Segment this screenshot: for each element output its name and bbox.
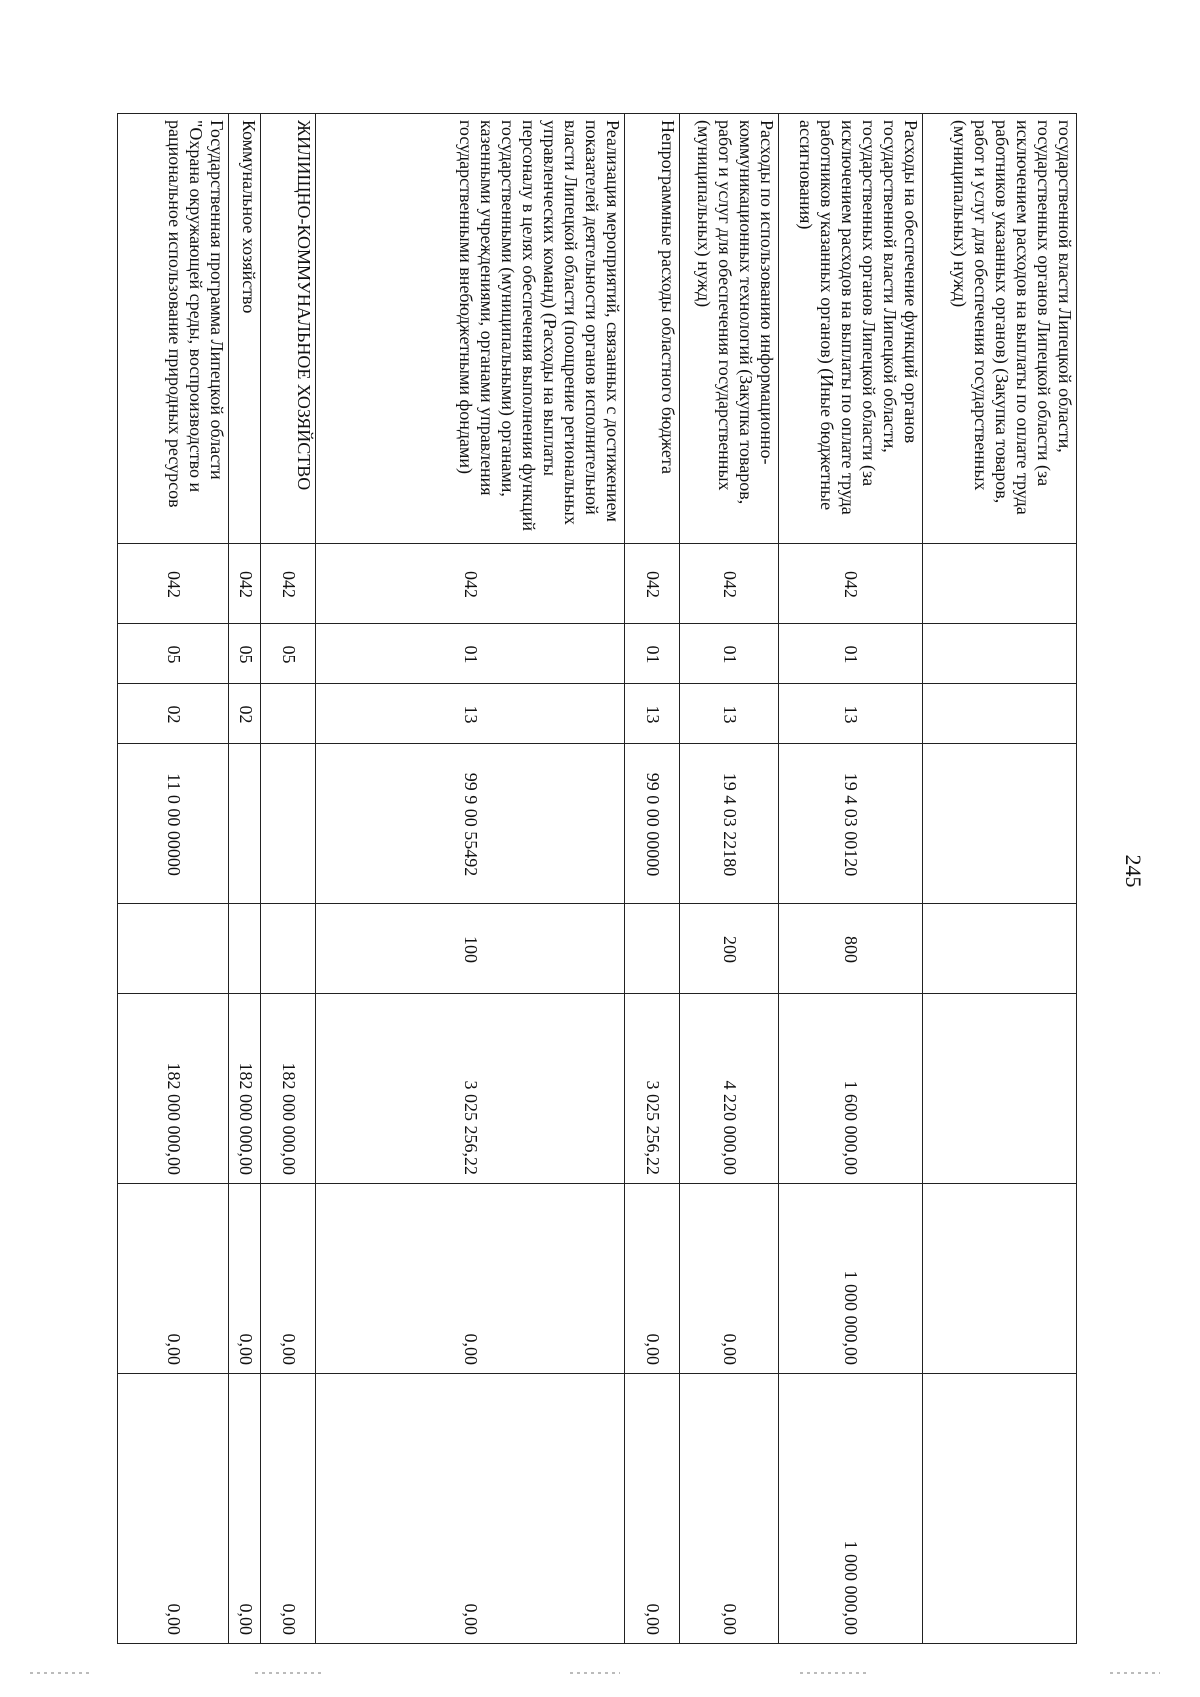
vr-cell (229, 904, 260, 994)
row-name: Расходы на обеспечение функций органов государственной власти Липецкой области, государственных органов Липецкой области (за исключением расходов на выплаты по оплате труда работников указанных органов) (Иные бюджетные ассигнования) (778, 114, 923, 544)
rz-cell: 05 (260, 624, 316, 684)
sum1-cell (923, 994, 1077, 1184)
table-row (778, 114, 923, 1644)
pr-cell: 13 (778, 684, 923, 744)
vr-cell: 800 (778, 904, 923, 994)
sum2-cell: 0,00 (229, 1184, 260, 1374)
pr-cell: 13 (680, 684, 778, 744)
sum3-cell: 0,00 (229, 1374, 260, 1644)
row-name: Коммунальное хозяйство (229, 114, 260, 544)
csr-cell: 99 0 00 00000 (624, 744, 680, 904)
sum1-cell: 3 025 256,22 (316, 994, 625, 1184)
vr-cell (923, 904, 1077, 994)
vr-cell: 100 (316, 904, 625, 994)
csr-cell: 99 9 00 55492 (316, 744, 625, 904)
csr-cell (229, 744, 260, 904)
rz-cell: 05 (118, 624, 229, 684)
csr-cell: 19 4 03 00120 (778, 744, 923, 904)
sum2-cell (923, 1184, 1077, 1374)
row-name: Непрограммные расходы областного бюджета (624, 114, 680, 544)
pr-cell: 02 (118, 684, 229, 744)
ved-cell: 042 (680, 544, 778, 624)
ved-cell (923, 544, 1077, 624)
vr-cell: 200 (680, 904, 778, 994)
scan-artifact (30, 1672, 90, 1674)
table-row (260, 114, 316, 1644)
sum2-cell: 0,00 (260, 1184, 316, 1374)
csr-cell: 11 0 00 00000 (118, 744, 229, 904)
ved-cell: 042 (624, 544, 680, 624)
csr-cell (923, 744, 1077, 904)
pr-cell: 13 (624, 684, 680, 744)
table-row (118, 114, 229, 1644)
vr-cell (118, 904, 229, 994)
rz-cell: 01 (316, 624, 625, 684)
table-row (229, 114, 260, 1644)
table-row (316, 114, 625, 1644)
sum2-cell: 0,00 (316, 1184, 625, 1374)
sum2-cell: 0,00 (680, 1184, 778, 1374)
sum2-cell: 1 000 000,00 (778, 1184, 923, 1374)
sum1-cell: 1 600 000,00 (778, 994, 923, 1184)
row-name: Государственная программа Липецкой области "Охрана окружающей среды, воспроизводство и рациональное использование природных ресурсов (118, 114, 229, 544)
sum3-cell: 0,00 (118, 1374, 229, 1644)
sum3-cell: 0,00 (680, 1374, 778, 1644)
row-name: Расходы по использованию информационно-коммуникационных технологий (Закупка товаров, работ и услуг для обеспечения государственных (муниципальных) нужд) (680, 114, 778, 544)
scan-artifact (1110, 1672, 1160, 1674)
rz-cell: 01 (624, 624, 680, 684)
vr-cell (260, 904, 316, 994)
ved-cell: 042 (778, 544, 923, 624)
page-number: 245 (1121, 854, 1146, 888)
sum3-cell: 1 000 000,00 (778, 1374, 923, 1644)
pr-cell (260, 684, 316, 744)
budget-table (117, 113, 1077, 1644)
scan-artifact (570, 1672, 620, 1674)
row-name: государственной власти Липецкой области, государственных органов Липецкой области (за исключением расходов на выплаты по оплате труда работников указанных органов) (Закупка товаров, работ и услуг для обеспечения государственных (муниципальных) нужд) (923, 114, 1077, 544)
row-name: ЖИЛИЩНО-КОММУНАЛЬНОЕ ХОЗЯЙСТВО (260, 114, 316, 544)
scan-artifact (255, 1672, 325, 1674)
rotated-page (117, 113, 1077, 1643)
ved-cell: 042 (118, 544, 229, 624)
row-name: Реализация мероприятий, связанных с достижением показателей деятельности органов исполнительной власти Липецкой области (поощрение региональных управленческих команд) (Расходы на выплаты персоналу в целях обеспечения выполнения функций государственными (муниципальными) органами, казенными учреждениями, органами управления государственными внебюджетными фондами) (316, 114, 625, 544)
sum2-cell: 0,00 (624, 1184, 680, 1374)
pr-cell: 02 (229, 684, 260, 744)
scan-artifact (800, 1672, 870, 1674)
vr-cell (624, 904, 680, 994)
rz-cell (923, 624, 1077, 684)
csr-cell: 19 4 03 22180 (680, 744, 778, 904)
pr-cell (923, 684, 1077, 744)
ved-cell: 042 (229, 544, 260, 624)
rz-cell: 01 (778, 624, 923, 684)
sum1-cell: 182 000 000,00 (260, 994, 316, 1184)
sum2-cell: 0,00 (118, 1184, 229, 1374)
table-row (680, 114, 778, 1644)
table-row (923, 114, 1077, 1644)
sum3-cell: 0,00 (624, 1374, 680, 1644)
rz-cell: 05 (229, 624, 260, 684)
csr-cell (260, 744, 316, 904)
sum1-cell: 4 220 000,00 (680, 994, 778, 1184)
table-row (624, 114, 680, 1644)
ved-cell: 042 (260, 544, 316, 624)
pr-cell: 13 (316, 684, 625, 744)
sum3-cell: 0,00 (316, 1374, 625, 1644)
sum3-cell: 0,00 (260, 1374, 316, 1644)
ved-cell: 042 (316, 544, 625, 624)
rz-cell: 01 (680, 624, 778, 684)
sum1-cell: 182 000 000,00 (229, 994, 260, 1184)
sum1-cell: 182 000 000,00 (118, 994, 229, 1184)
sum1-cell: 3 025 256,22 (624, 994, 680, 1184)
sum3-cell (923, 1374, 1077, 1644)
